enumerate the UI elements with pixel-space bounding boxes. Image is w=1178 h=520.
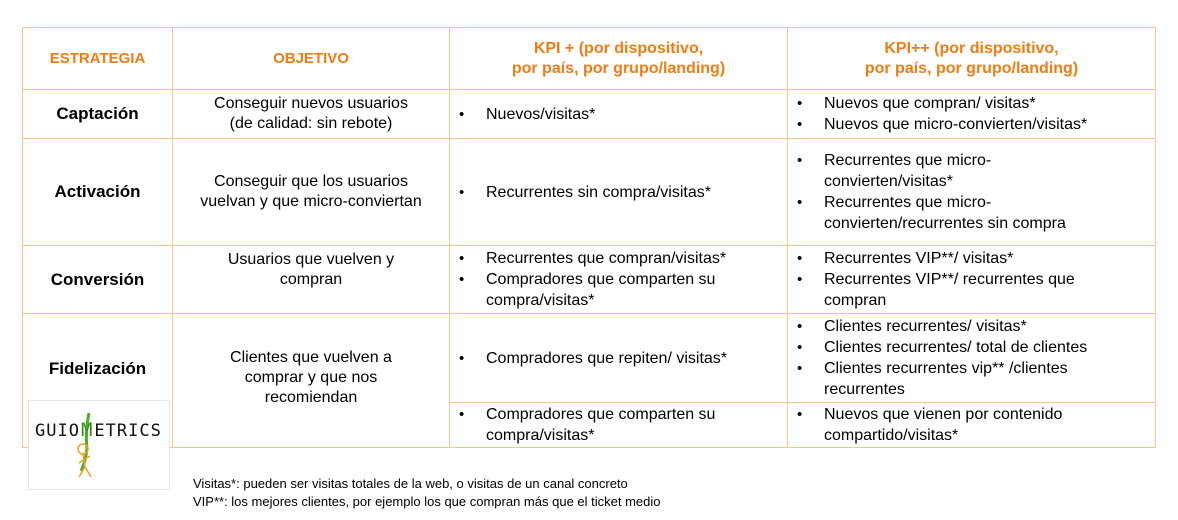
item-line: • Clientes recurrentes vip** /clientes [824, 360, 1068, 377]
header-kpi-pp-line1: KPI++ (por dispositivo, [884, 39, 1059, 57]
row-fidelizacion-a [23, 314, 1156, 403]
kpi-plus-cell [450, 314, 788, 403]
stick-figure-icon [29, 401, 169, 489]
kpi-plus-cell [450, 90, 788, 139]
logo-text-m: M [80, 419, 94, 441]
header-objetivo: OBJETIVO [173, 28, 450, 90]
objective-line: Usuarios que vuelven y [227, 251, 395, 268]
list-item: • Recurrentes VIP**/ visitas* [824, 248, 1155, 269]
item-line: • Compradores que comparten su [486, 271, 716, 288]
kpi-pp-cell [788, 403, 1156, 448]
header-kpi-plus [450, 28, 788, 90]
objective-line: Clientes que vuelven a [230, 349, 392, 366]
item-line: convierten/recurrentes sin compra [824, 215, 1066, 232]
list-item [824, 358, 1155, 400]
kpi-plus-cell [450, 246, 788, 314]
objective-line: recomiendan [264, 389, 358, 406]
item-line: • Recurrentes VIP**/ recurrentes que [824, 271, 1075, 288]
item-line: compra/visitas* [486, 292, 595, 309]
objective-line: comprar y que nos [244, 369, 378, 386]
strategy-cell: Conversión [23, 246, 173, 314]
list-item [824, 404, 1155, 446]
footnote-visitas: Visitas*: pueden ser visitas totales de la web, o visitas de un canal concreto [193, 476, 628, 491]
row-conversion [23, 246, 1156, 314]
list-item: • Nuevos que compran/ visitas* [824, 93, 1155, 114]
objective-cell [173, 314, 450, 448]
kpi-plus-cell [450, 403, 788, 448]
item-line: • Nuevos que vienen por contenido [824, 406, 1063, 423]
item-line: recurrentes [824, 381, 905, 398]
logo-text [35, 419, 162, 441]
header-kpi-plus-line1: KPI + (por dispositivo, [533, 39, 704, 57]
header-estrategia: ESTRATEGIA [23, 28, 173, 90]
list-item: • Nuevos/visitas* [486, 104, 787, 125]
list-item [824, 269, 1155, 311]
item-line: compra/visitas* [486, 427, 595, 444]
strategy-cell: Fidelización [23, 314, 173, 448]
item-line: convierten/visitas* [824, 173, 953, 190]
header-kpi-pp-line2: por país, por grupo/landing) [864, 59, 1079, 77]
kpi-strategy-table [22, 27, 1156, 448]
kpi-pp-cell [788, 139, 1156, 246]
list-item: • Clientes recurrentes/ total de clientes [824, 337, 1155, 358]
list-item [824, 150, 1155, 192]
item-line: compran [824, 292, 887, 309]
footnote-vip: VIP**: los mejores clientes, por ejemplo los que compran más que el ticket medio [193, 494, 661, 509]
kpi-pp-cell [788, 90, 1156, 139]
kpi-plus-cell [450, 139, 788, 246]
list-item: • Recurrentes sin compra/visitas* [486, 182, 787, 203]
kpi-pp-cell [788, 246, 1156, 314]
list-item [486, 404, 787, 446]
logo-text-a: GUIO [35, 421, 80, 441]
item-line: • Recurrentes que micro- [824, 194, 992, 211]
header-kpi-plusplus [788, 28, 1156, 90]
row-activacion [23, 139, 1156, 246]
list-item: • Recurrentes que compran/visitas* [486, 248, 787, 269]
objective-line: (de calidad: sin rebote) [229, 115, 393, 132]
guiometrics-logo [28, 400, 170, 490]
objective-line: Conseguir nuevos usuarios [214, 95, 408, 112]
objective-cell [173, 139, 450, 246]
list-item: • Compradores que repiten/ visitas* [486, 348, 787, 369]
objective-line: vuelvan y que micro-conviertan [200, 193, 422, 210]
row-captacion [23, 90, 1156, 139]
list-item [486, 269, 787, 311]
strategy-cell: Activación [23, 139, 173, 246]
header-row [23, 28, 1156, 90]
strategy-cell: Captación [23, 90, 173, 139]
list-item [824, 192, 1155, 234]
logo-text-b: ETRICS [94, 421, 162, 441]
list-item: • Clientes recurrentes/ visitas* [824, 316, 1155, 337]
objective-line: compran [279, 271, 343, 288]
objective-cell [173, 90, 450, 139]
objective-line: Conseguir que los usuarios [214, 173, 408, 190]
item-line: • Recurrentes que micro- [824, 152, 992, 169]
header-kpi-plus-line2: por país, por grupo/landing) [511, 59, 726, 77]
item-line: compartido/visitas* [824, 427, 959, 444]
objective-cell [173, 246, 450, 314]
list-item: • Nuevos que micro-convierten/visitas* [824, 114, 1155, 135]
item-line: • Compradores que comparten su [486, 406, 716, 423]
kpi-pp-cell [788, 314, 1156, 403]
